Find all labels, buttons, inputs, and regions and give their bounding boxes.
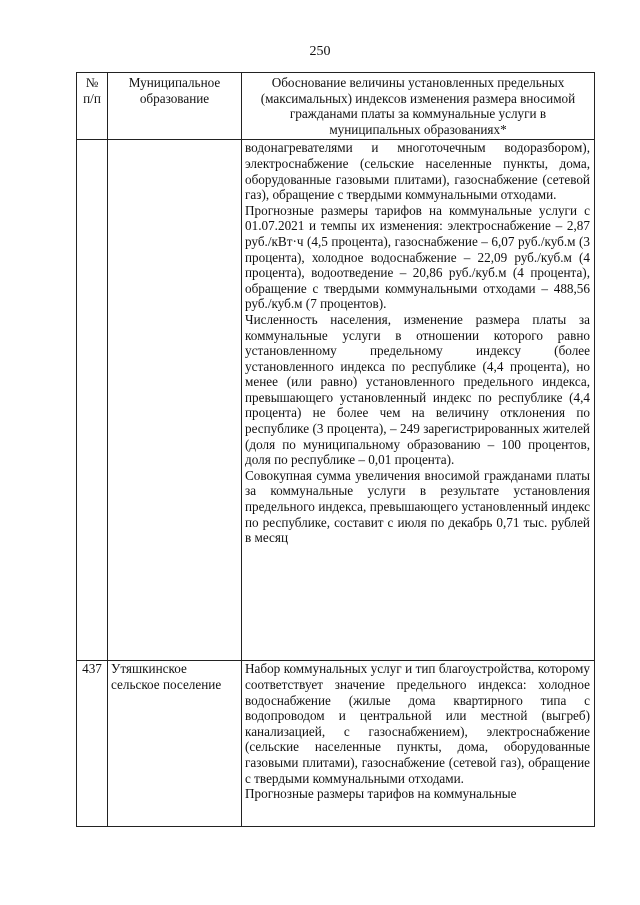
page-number: 250 [309, 44, 331, 59]
row-municipality-cell [108, 140, 242, 661]
header-justification: Обоснование величины установленных предельных (максимальных) индексов изменения размера вносимой гражданами платы за коммунальные услуги в муниципальных образованиях* [242, 73, 595, 140]
paragraph-population: Численность населения, изменение размера платы за коммунальные услуги в отношении которого равно установленному предельному индексу (более установленного индекса по республике (4,4 процента), но менее (или равно) установленного предельного индекса, превышающего установленный индекс по республике (4,4 процента) не более чем на величину отклонения по республике (3 процента), – 249 зарегистрированных жителей (доля по муниципальному образованию – 100 процентов, доля по республике – 0,01 процента). [245, 311, 590, 468]
paragraph-total-increase: Совокупная сумма увеличения вносимой гражданами платы за коммунальные услуги в результате установления предельного индекса, превышающего установленный индекс по республике, составит с июля по декабрь 0,71 тыс. рублей в месяц [245, 467, 590, 546]
row-num-cell [77, 140, 108, 661]
header-municipality: Муниципальное образование [108, 73, 242, 140]
row-justification-cell [242, 661, 595, 827]
header-num: № п/п [77, 73, 108, 140]
table-row-437 [77, 661, 595, 827]
row-municipality-cell: Утяшкинское сельское поселение [108, 661, 242, 827]
table-header-row [77, 73, 595, 140]
paragraph-service-set-tail: водонагревателями и многоточечным водоразбором), электроснабжение (сельские населенные пункты, дома, оборудованные газовыми плитами), газоснабжение (сетевой газ), обращение с твердыми коммунальными отходами. [245, 140, 590, 203]
tariff-justification-table [76, 72, 595, 827]
row-justification-cell [242, 140, 595, 661]
paragraph-forecast-tariffs-start: Прогнозные размеры тарифов на коммунальные [245, 786, 517, 802]
paragraph-service-set: Набор коммунальных услуг и тип благоустройства, которому соответствует значение предельного индекса: холодное водоснабжение (жилые дома квартирного типа с водопроводом и центральной или местной (выгреб) канализацией, с газоснабжением), электроснабжение (сельские населенные пункты, дома, оборудованные газовыми плитами), газоснабжение (сетевой газ), обращение с твердыми коммунальными отходами. [245, 661, 590, 786]
table-row-continued [77, 140, 595, 661]
row-num-cell: 437 [77, 661, 108, 827]
paragraph-forecast-tariffs: Прогнозные размеры тарифов на коммунальные услуги с 01.07.2021 и темпы их изменения: электроснабжение – 2,87 руб./кВт·ч (4,5 процента), газоснабжение – 6,07 руб./куб.м (3 процента), холодное водоснабжение – 22,09 руб./куб.м (4 процента), водоотведение – 20,86 руб./куб.м (4 процента), обращение с твердыми коммунальными отходами – 488,56 руб./куб.м (7 процентов). [245, 202, 590, 312]
